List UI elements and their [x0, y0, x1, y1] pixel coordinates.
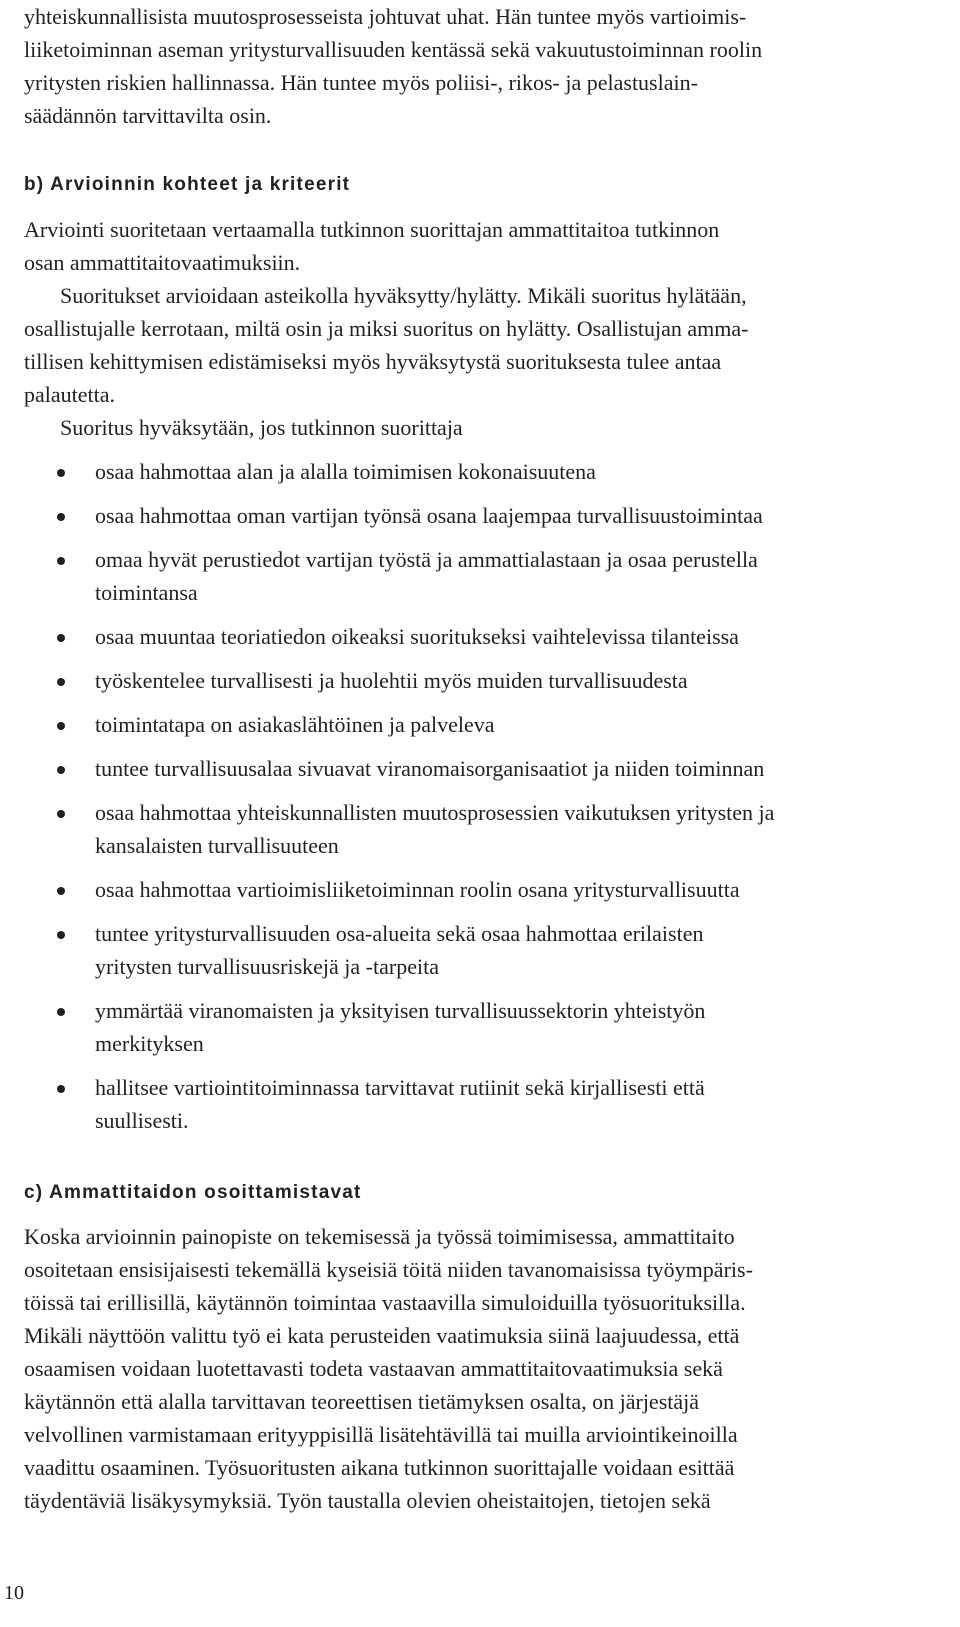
list-item: tuntee yritysturvallisuuden osa-alueita sekä osaa hahmottaa erilaisten yritysten turvallisuusriskejä ja -tarpeita — [24, 917, 940, 983]
text-line: Mikäli näyttöön valittu työ ei kata perusteiden vaatimuksia siinä laajuudessa, että — [24, 1323, 740, 1348]
list-item: ymmärtää viranomaisten ja yksityisen turvallisuussektorin yhteistyön merkityksen — [24, 994, 940, 1060]
section-b-heading: b) Arvioinnin kohteet ja kriteerit — [24, 174, 351, 195]
text-line: osallistujalle kerrotaan, miltä osin ja miksi suoritus on hylätty. Osallistujan amma- — [24, 316, 749, 341]
text-line: yhteiskunnallisista muutosprosesseista johtuvat uhat. Hän tuntee myös vartioimis- — [24, 4, 747, 29]
bullet-dot — [57, 887, 65, 895]
text-line: käytännön että alalla tarvittavan teoreettisen tietämyksen osalta, on järjestäjä — [24, 1389, 700, 1414]
text-line: säädännön tarvittavilta osin. — [24, 103, 272, 128]
text-line: osan ammattitaitovaatimuksiin. — [24, 250, 301, 275]
section-c-body — [24, 1220, 940, 1517]
list-item: osaa hahmottaa alan ja alalla toimimisen kokonaisuutena — [24, 455, 940, 488]
text-line: Arviointi suoritetaan vertaamalla tutkinnon suorittajan ammattitaitoa tutkinnon — [24, 217, 720, 242]
bullet-dot — [57, 678, 65, 686]
text-line: osoitetaan ensisijaisesti tekemällä kyseisiä töitä niiden tavanomaisissa työympäris- — [24, 1257, 753, 1282]
list-item: osaa hahmottaa vartioimisliiketoiminnan roolin osana yritysturvallisuutta — [24, 873, 940, 906]
list-item: omaa hyvät perustiedot vartijan työstä ja ammattialastaan ja osaa perustella toimintansa — [24, 543, 940, 609]
text-line: yritysten riskien hallinnassa. Hän tuntee myös poliisi-, rikos- ja pelastuslain- — [24, 70, 698, 95]
text-line: Koska arvioinnin painopiste on tekemisessä ja työssä toimimisessa, ammattitaito — [24, 1224, 735, 1249]
text-line: liiketoiminnan aseman yritysturvallisuuden kentässä sekä vakuutustoiminnan roolin — [24, 37, 763, 62]
text-line: palautetta. — [24, 382, 116, 407]
section-b-body — [24, 213, 940, 444]
list-item: hallitsee vartiointitoiminnassa tarvittavat rutiinit sekä kirjallisesti että suullisesti. — [24, 1071, 940, 1137]
list-item: toimintatapa on asiakaslähtöinen ja palveleva — [24, 708, 940, 741]
bullet-dot — [57, 1085, 65, 1093]
text-line: osaamisen voidaan luotettavasti todeta vastaavan ammattitaitovaatimuksia sekä — [24, 1356, 723, 1381]
bullet-dot — [57, 557, 65, 565]
text-line: velvollinen varmistamaan erityyppisillä lisätehtävillä tai muilla arviointikeinoilla — [24, 1422, 738, 1447]
text-line: Suoritukset arvioidaan asteikolla hyväksytty/hylätty. Mikäli suoritus hylätään, — [60, 283, 747, 308]
list-item: tuntee turvallisuusalaa sivuavat viranomaisorganisaatiot ja niiden toiminnan — [24, 752, 940, 785]
list-item: osaa muuntaa teoriatiedon oikeaksi suoritukseksi vaihtelevissa tilanteissa — [24, 620, 940, 653]
bullet-dot — [57, 634, 65, 642]
section-c-heading: c) Ammattitaidon osoittamistavat — [24, 1182, 362, 1203]
text-line: tillisen kehittymisen edistämiseksi myös hyväksytystä suorituksesta tulee antaa — [24, 349, 722, 374]
criteria-list — [24, 455, 940, 1148]
criteria-lead: Suoritus hyväksytään, jos tutkinnon suorittaja — [60, 415, 463, 440]
list-item: työskentelee turvallisesti ja huolehtii myös muiden turvallisuudesta — [24, 664, 940, 697]
bullet-dot — [57, 513, 65, 521]
text-line: vaadittu osaaminen. Työsuoritusten aikana tutkinnon suorittajalle voidaan esittää — [24, 1455, 735, 1480]
text-line: täydentäviä lisäkysymyksiä. Työn taustalla olevien oheistaitojen, tietojen sekä — [24, 1488, 711, 1513]
bullet-dot — [57, 722, 65, 730]
bullet-dot — [57, 810, 65, 818]
page-number: 10 — [4, 1582, 24, 1604]
bullet-dot — [57, 931, 65, 939]
text-line: töissä tai erillisillä, käytännön toimintaa vastaavilla simuloiduilla työsuorituksilla. — [24, 1290, 746, 1315]
bullet-dot — [57, 469, 65, 477]
list-item: osaa hahmottaa oman vartijan työnsä osana laajempaa turvallisuustoimintaa — [24, 499, 940, 532]
bullet-dot — [57, 1008, 65, 1016]
list-item: osaa hahmottaa yhteiskunnallisten muutosprosessien vaikutuksen yritysten ja kansalaisten turvallisuuteen — [24, 796, 940, 862]
bullet-dot — [57, 766, 65, 774]
intro-paragraph — [24, 0, 940, 132]
